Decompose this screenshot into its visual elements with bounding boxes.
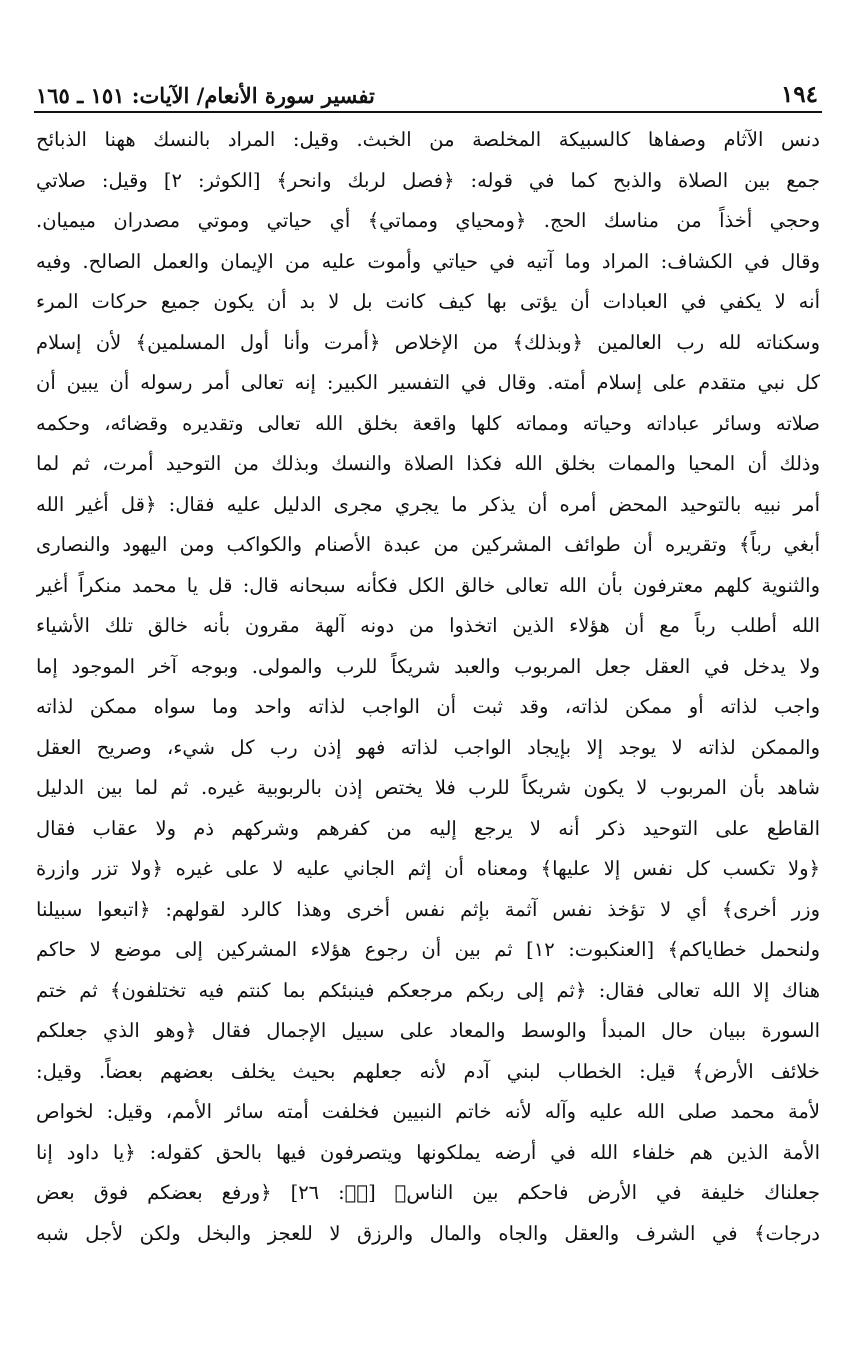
text-line: واجب لذاته أو ممكن لذاته، وقد ثبت أن الواجب لذاته واحد وما سواه ممكن لذاته bbox=[36, 695, 820, 718]
page-number: ١٩٤ bbox=[780, 81, 818, 108]
text-line: شاهد بأن المربوب لا يكون شريكاً للرب فلا يختص إذن بالربوبية غيره. ثم لما بين الدليل bbox=[36, 776, 820, 799]
text-line: السورة ببيان حال المبدأ والوسط والمعاد على سبيل الإجمال فقال ﴿وهو الذي جعلكم bbox=[36, 1019, 820, 1042]
text-line: جعلناك خليفة في الأرض فاحكم بين الناس﴾ [صۤ: ٢٦] ﴿ورفع بعضكم فوق بعض bbox=[36, 1181, 820, 1204]
text-line: أبغي رباً﴾ وتقريره أن طوائف المشركين من عبدة الأصنام والكواكب ومن اليهود والنصارى bbox=[36, 533, 820, 556]
text-line: الله أطلب رباً مع أن هؤلاء الذين اتخذوا من دونه آلهة مقرون بأنه خالق تلك الأشياء bbox=[36, 614, 820, 637]
text-line: ولا يدخل في العقل جعل المربوب والعبد شريكاً للرب والمولى. وبوجه آخر الموجود إما bbox=[36, 654, 820, 678]
text-line: هناك إلا الله تعالى فقال: ﴿ثم إلى ربكم مرجعكم فينبئكم بما كنتم فيه تختلفون﴾ ثم ختم bbox=[36, 978, 820, 1002]
text-line: درجات﴾ في الشرف والعقل والجاه والمال والرزق لا للعجز والبخل ولكن لأجل شبه bbox=[36, 1221, 820, 1245]
header-rule bbox=[34, 111, 822, 113]
page-header bbox=[36, 74, 818, 108]
text-line: القاطع على التوحيد ذكر أنه لا يرجع إليه من كفرهم وشركهم ذم ولا عقاب فقال bbox=[36, 816, 820, 840]
running-title: تفسير سورة الأنعام/ الآيات: ١٥١ ـ ١٦٥ bbox=[36, 83, 375, 108]
text-line: وسكناته لله رب العالمين ﴿وبذلك﴾ من الإخلاص ﴿أمرت وأنا أول المسلمين﴾ لأن إسلام bbox=[36, 330, 820, 354]
text-line: خلائف الأرض﴾ قيل: الخطاب لبني آدم لأنه جعلهم بحيث يخلف بعضهم بعضاً. وقيل: bbox=[36, 1059, 820, 1083]
text-line: دنس الآثام وصفاها كالسبيكة المخلصة من الخبث. وقيل: المراد بالنسك ههنا الذبائح bbox=[36, 128, 820, 151]
text-line: ﴿ولا تكسب كل نفس إلا عليها﴾ ومعناه أن إثم الجاني عليه لا على غيره ﴿ولا تزر وازرة bbox=[36, 857, 820, 880]
text-line: وذلك أن المحيا والممات بخلق الله فكذا الصلاة والنسك وبذلك من التوحيد أمرت، ثم لما bbox=[36, 452, 820, 475]
text-line: أمر نبيه بالتوحيد المحض أمره أن يذكر ما يجري مجرى الدليل عليه فقال: ﴿قل أغير الله bbox=[36, 492, 820, 516]
text-line: أنه لا يكفي في العبادات أن يؤتى بها كيف كانت بل لا بد أن يكون جميع حركات المرء bbox=[36, 290, 820, 313]
text-line: والثنوية كلهم معترفون بأن الله تعالى خالق الكل فكأنه سبحانه قال: قل يا محمد منكراً أغير bbox=[36, 573, 820, 597]
text-line: وزر أخرى﴾ أي لا تؤخذ نفس آثمة بإثم نفس أخرى وهذا كالرد لقولهم: ﴿اتبعوا سبيلنا bbox=[36, 897, 820, 921]
text-line: كل نبي متقدم على إسلام أمته. وقال في التفسير الكبير: إنه تعالى أمر رسوله أن يبين أن bbox=[36, 371, 820, 394]
text-line: لأمة محمد صلى الله عليه وآله لأنه خاتم النبيين فخلفت أمته سائر الأمم، وقيل: لخواص bbox=[36, 1100, 820, 1123]
text-line: الأمة الذين هم خلفاء الله في أرضه يملكونها ويتصرفون فيها بالحق كقوله: ﴿يا داود إنا bbox=[36, 1140, 820, 1164]
text-line: والممكن لذاته لا يوجد إلا بإيجاد الواجب لذاته فهو إذن رب كل شيء، وصريح العقل bbox=[36, 735, 820, 759]
text-line: صلاته وسائر عباداته وحياته ومماته كلها واقعة بخلق الله تعالى وتقديره وقضائه، وحكمه bbox=[36, 411, 820, 435]
body-text bbox=[36, 120, 820, 1254]
text-line: وقال في الكشاف: المراد وما آتيه في حياتي وأموت عليه من الإيمان والعمل الصالح. وفيه bbox=[36, 249, 820, 273]
text-line: وحجي أخذاً من مناسك الحج. ﴿ومحياي ومماتي﴾ أي حياتي وموتي مصدران ميميان. bbox=[36, 209, 820, 232]
text-line: ولنحمل خطاياكم﴾ [العنكبوت: ١٢] ثم بين أن رجوع هؤلاء المشركين إلى موضع لا حاكم bbox=[36, 938, 820, 961]
text-line: جمع بين الصلاة والذبح كما في قوله: ﴿فصل لربك وانحر﴾ [الكوثر: ٢] وقيل: صلاتي bbox=[36, 168, 820, 192]
